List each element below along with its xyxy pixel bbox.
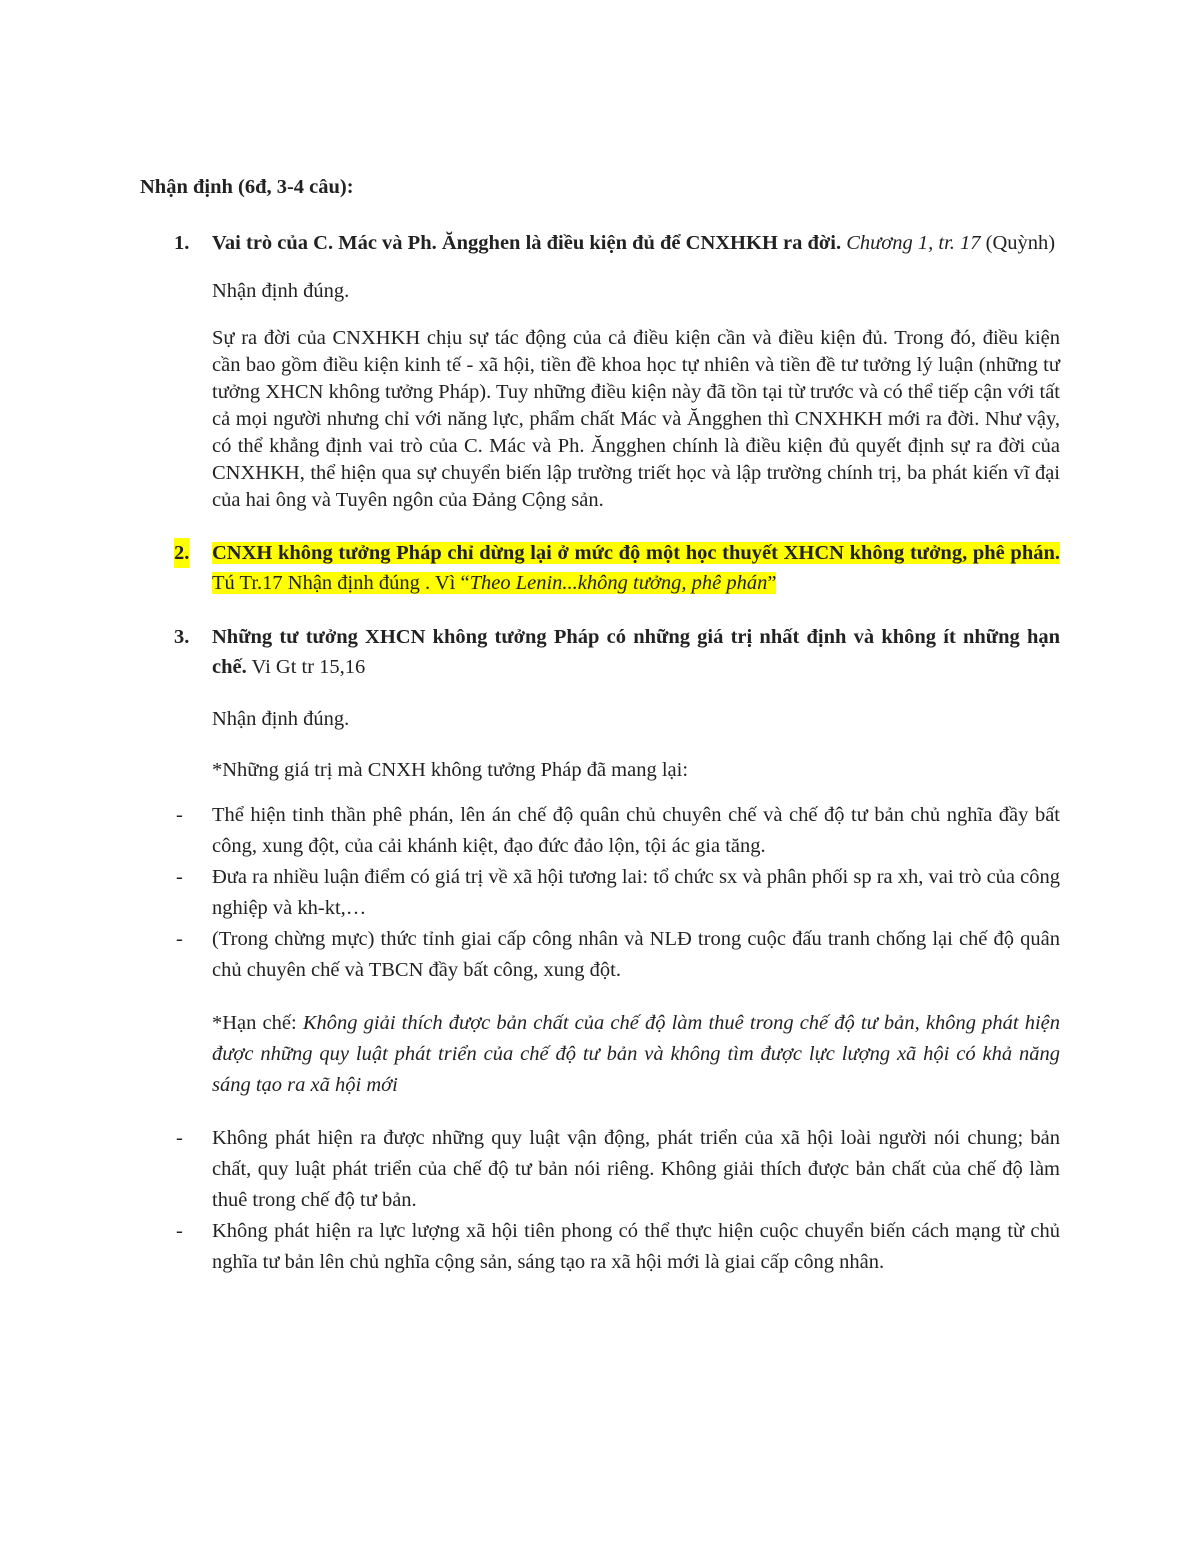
statement-2-number: 2. [174,538,189,568]
statement-1-title [212,228,1060,258]
values-title: *Những giá trị mà CNXH không tưởng Pháp đã mang lại: [212,759,689,781]
statement-2-title [212,538,1060,598]
statement-2-close: ” [767,572,777,594]
statement-2-bold: CNXH không tưởng Pháp chỉ dừng lại ở mức độ một học thuyết XHCN không tưởng, phê phán. [212,542,1060,564]
statement-1-explanation: Sự ra đời của CNXHKH chịu sự tác động của cả điều kiện cần và điều kiện đủ. Trong đó, điều kiện cần bao gồm điều kiện kinh tế - xã hội, tiền đề khoa học tự nhiên và tiền đề tư tưởng lý luận (những tư tưởng XHCN không tưởng Pháp). Tuy những điều kiện này đã tồn tại từ trước và có thể tiếp cận với tất cả mọi người nhưng chỉ với năng lực, phẩm chất Mác và Ăngghen thì CNXHKH mới ra đời. Như vậy, có thể khẳng định vai trò của C. Mác và Ph. Ăngghen chính là điều kiện đủ quyết định sự ra đời của CNXHKH, thể hiện qua sự chuyển biến lập trường triết học và lập trường chính trị, ba phát kiến vĩ đại của hai ông và Tuyên ngôn của Đảng Cộng sản. [212,327,1060,511]
statement-1 [140,228,1060,514]
statement-3-reference: Vi Gt tr 15,16 [251,656,366,678]
statement-1-bold: Vai trò của C. Mác và Ph. Ăngghen là điều kiện đủ để CNXHKH ra đời. [212,232,842,254]
values-list [140,800,1060,986]
list-item: - Thể hiện tinh thần phê phán, lên án chế độ quân chủ chuyên chế và chế độ tư bản chủ nghĩa đầy bất công, xung đột, của cải khánh kiệt, đạo đức đảo lộn, tội ác gia tăng. [176,804,1060,857]
statement-3-bold: Những tư tưởng XHCN không tưởng Pháp có những giá trị nhất định và không ít những hạn chế. [212,626,1060,678]
list-item: - Không phát hiện ra lực lượng xã hội tiên phong có thể thực hiện cuộc chuyển biến cách mạng từ chủ nghĩa tư bản lên chủ nghĩa cộng sản, sáng tạo ra xã hội mới là giai cấp công nhân. [176,1220,1060,1273]
list-item: - (Trong chừng mực) thức tỉnh giai cấp công nhân và NLĐ trong cuộc đấu tranh chống lại chế độ quân chủ chuyên chế và TBCN đầy bất công, xung đột. [176,928,1060,981]
limits-italic: Không giải thích được bản chất của chế độ làm thuê trong chế độ tư bản, không phát hiện được những quy luật phát triển của chế độ tư bản và không tìm được lực lượng xã hội có khả năng sáng tạo ra xã hội mới [212,1012,1061,1096]
limits-label: *Hạn chế: [212,1012,297,1034]
limits-list [140,1123,1060,1278]
statement-3-number: 3. [174,626,190,648]
statement-1-author: (Quỳnh) [985,232,1056,254]
statement-2-tail: Tú Tr.17 Nhận định đúng . Vì “ [212,572,470,594]
list-item: - Không phát hiện ra được những quy luật vận động, phát triển của xã hội loài người nói chung; bản chất, quy luật phát triển của chế độ tư bản nói riêng. Không giải thích được bản chất của chế độ làm thuê trong chế độ tư bản. [176,1127,1060,1211]
limits-summary [212,1008,1060,1101]
statement-1-verdict: Nhận định đúng. [212,280,350,302]
statement-1-number: 1. [174,232,190,254]
statement-2-quote: Theo Lenin...không tưởng, phê phán [469,572,768,594]
statement-3-title [212,622,1060,682]
list-item: - Đưa ra nhiều luận điểm có giá trị về xã hội tương lai: tổ chức sx và phân phối sp ra xh, vai trò của công nghiệp và kh-kt,… [176,866,1060,919]
document-page [140,172,1060,1296]
statement-3 [140,622,1060,1278]
page-heading: Nhận định (6đ, 3-4 câu): [140,176,354,198]
statement-1-reference: Chương 1, tr. 17 [846,232,981,254]
statement-2 [140,538,1060,598]
statement-3-verdict: Nhận định đúng. [212,708,350,730]
